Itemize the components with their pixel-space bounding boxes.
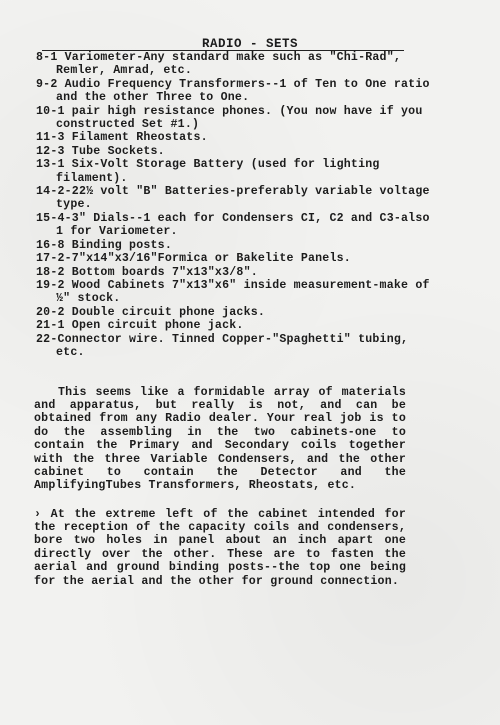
list-item: 10-1 pair high resistance phones. (You now have if you constructed Set #1.): [36, 104, 423, 132]
list-item: 11-3 Filament Rheostats.: [36, 131, 208, 145]
list-item: 16-8 Binding posts.: [36, 238, 172, 252]
parts-list: [36, 51, 436, 359]
list-item: 19-2 Wood Cabinets 7"x13"x6" inside measurement-make of ½" stock.: [36, 278, 430, 306]
list-item: 20-2 Double circuit phone jacks.: [36, 305, 266, 319]
paragraph-assembly: This seems like a formidable array of materials and apparatus, but really is not, and can be obtained from any Radio dealer. Your real job is to do the assembling in the two cabinets-one to contain the Primary and Secondary coils together with the three Variable Condensers, and the other cabinet to contain the Detector and the AmplifyingTubes Transformers, Rheostats, etc.: [34, 385, 406, 493]
list-item: 14-2-22½ volt "B" Batteries-preferably variable voltage type.: [36, 185, 430, 212]
paragraph-binding-posts: › At the extreme left of the cabinet intended for the reception of the capacity coils and condensers, bore two holes in panel about an inch apart one directly over the other. These are to fasten the aerial and ground binding posts--the top one being for the aerial and the other for ground connection.: [34, 507, 406, 588]
list-item: 9-2 Audio Frequency Transformers--1 of Ten to One ratio and the other Three to One.: [36, 77, 430, 105]
list-item: 12-3 Tube Sockets.: [36, 144, 165, 158]
list-item: 17-2-7"x14"x3/16"Formica or Bakelite Panels.: [36, 252, 351, 266]
list-item: 8-1 Variometer-Any standard make such as "Chi-Rad", Remler, Amrad, etc.: [36, 51, 402, 78]
list-item: 21-1 Open circuit phone jack.: [36, 319, 244, 333]
list-item: 15-4-3" Dials--1 each for Condensers CI, C2 and C3-also 1 for Variometer.: [36, 211, 430, 239]
list-item: 22-Connector wire. Tinned Copper-"Spaghetti" tubing, etc.: [36, 332, 409, 359]
list-item: 18-2 Bottom boards 7"x13"x3/8".: [36, 265, 258, 279]
list-item: 13-1 Six-Volt Storage Battery (used for lighting filament).: [36, 158, 380, 185]
page-header: RADIO - SETS: [201, 37, 298, 51]
